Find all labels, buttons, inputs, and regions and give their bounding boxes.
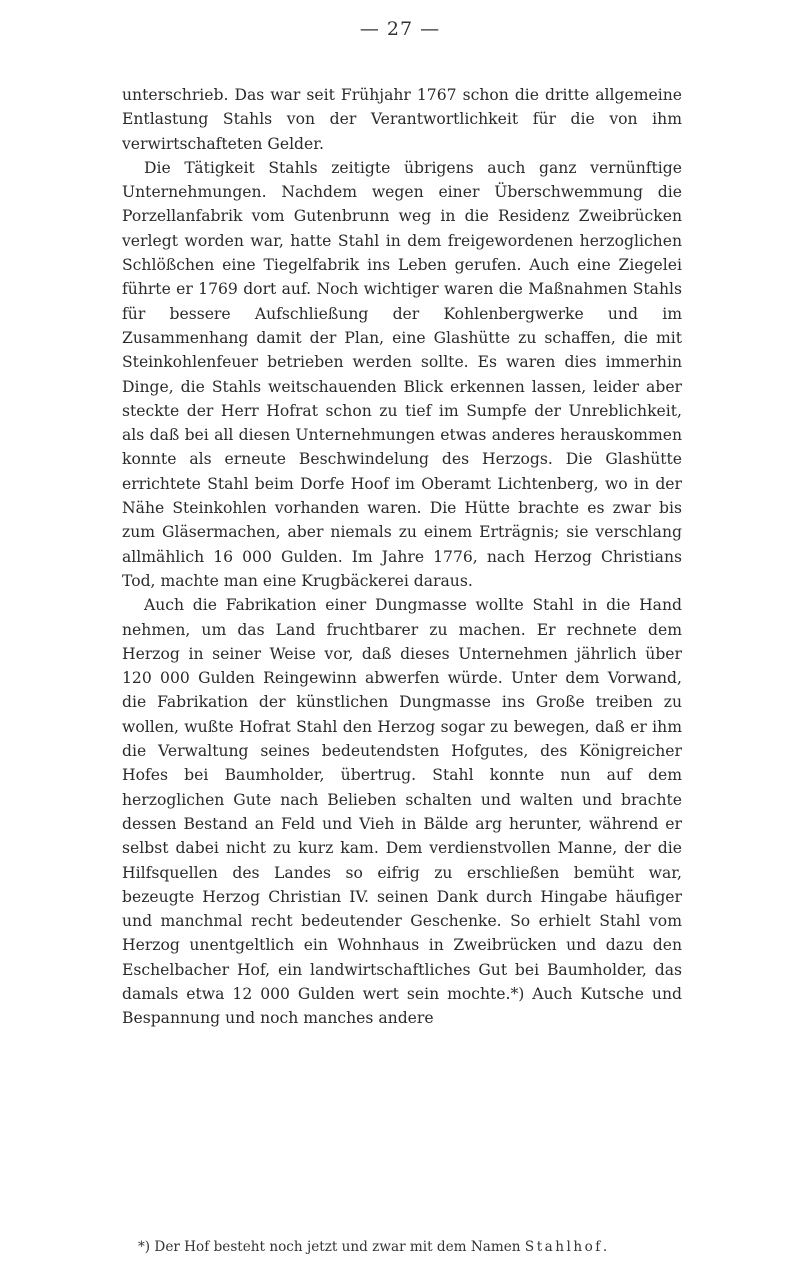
footnote <box>122 1238 682 1256</box>
footnote-text: *) Der Hof besteht noch jetzt und zwar mit dem Namen <box>138 1239 525 1255</box>
paragraph-3: Auch die Fabrikation einer Dungmasse wollte Stahl in die Hand nehmen, um das Land fruchtbarer zu machen. Er rechnete dem Herzog in seiner Weise vor, daß dieses Unternehmen jährlich über 120 000 Gulden Reingewinn abwerfen würde. Unter dem Vorwand, die Fabrikation der künstlichen Dungmasse ins Große treiben zu wollen, wußte Hofrat Stahl den Herzog sogar zu bewegen, daß er ihm die Verwaltung seines bedeutendsten Hofgutes, des Königreicher Hofes bei Baumholder, übertrug. Stahl konnte nun auf dem herzoglichen Gute nach Belieben schalten und walten und brachte dessen Bestand an Feld und Vieh in Bälde arg herunter, während er selbst dabei nicht zu kurz kam. Dem verdienstvollen Manne, der die Hilfsquellen des Landes so eifrig zu erschließen bemüht war, bezeugte Herzog Christian IV. seinen Dank durch Hingabe häufiger und manchmal recht bedeutender Geschenke. So erhielt Stahl vom Herzog unentgeltlich ein Wohnhaus in Zweibrücken und dazu den Eschelbacher Hof, ein landwirtschaftliches Gut bei Baumholder, das damals etwa 12 000 Gulden wert sein mochte.*) Auch Kutsche und Bespannung und noch manches andere <box>122 596 682 1028</box>
paragraph-1: unterschrieb. Das war seit Frühjahr 1767 schon die dritte allgemeine Entlastung Stahls von der Verantwortlichkeit für die von ihm verwirtschafteten Gelder. <box>122 86 682 153</box>
body-text <box>122 83 682 1031</box>
footnote-end: . <box>602 1239 608 1255</box>
paragraph-2: Die Tätigkeit Stahls zeitigte übrigens auch ganz vernünftige Unternehmungen. Nachdem wegen einer Überschwemmung die Porzellanfabrik vom Gutenbrunn weg in die Residenz Zweibrücken verlegt worden war, hatte Stahl in dem freigewordenen herzoglichen Schlößchen eine Tiegelfabrik ins Leben gerufen. Auch eine Ziegelei führte er 1769 dort auf. Noch wichtiger waren die Maßnahmen Stahls für bessere Aufschließung der Kohlenbergwerke und im Zusammenhang damit der Plan, eine Glashütte zu schaffen, die mit Steinkohlenfeuer betrieben werden sollte. Es waren dies immerhin Dinge, die Stahls weitschauenden Blick erkennen lassen, leider aber steckte der Herr Hofrat schon zu tief im Sumpfe der Unreblichkeit, als daß bei all diesen Unternehmungen etwas anderes herauskommen konnte als erneute Beschwindelung des Herzogs. Die Glashütte errichtete Stahl beim Dorfe Hoof im Oberamt Lichtenberg, wo in der Nähe Steinkohlen vorhanden waren. Die Hütte brachte es zwar bis zum Gläsermachen, aber niemals zu einem Erträgnis; sie verschlang allmählich 16 000 Gulden. Im Jahre 1776, nach Herzog Christians Tod, machte man eine Krugbäckerei daraus. <box>122 158 682 590</box>
footnote-name: Stahlhof <box>524 1239 603 1255</box>
page-number: — 27 — <box>359 18 441 40</box>
